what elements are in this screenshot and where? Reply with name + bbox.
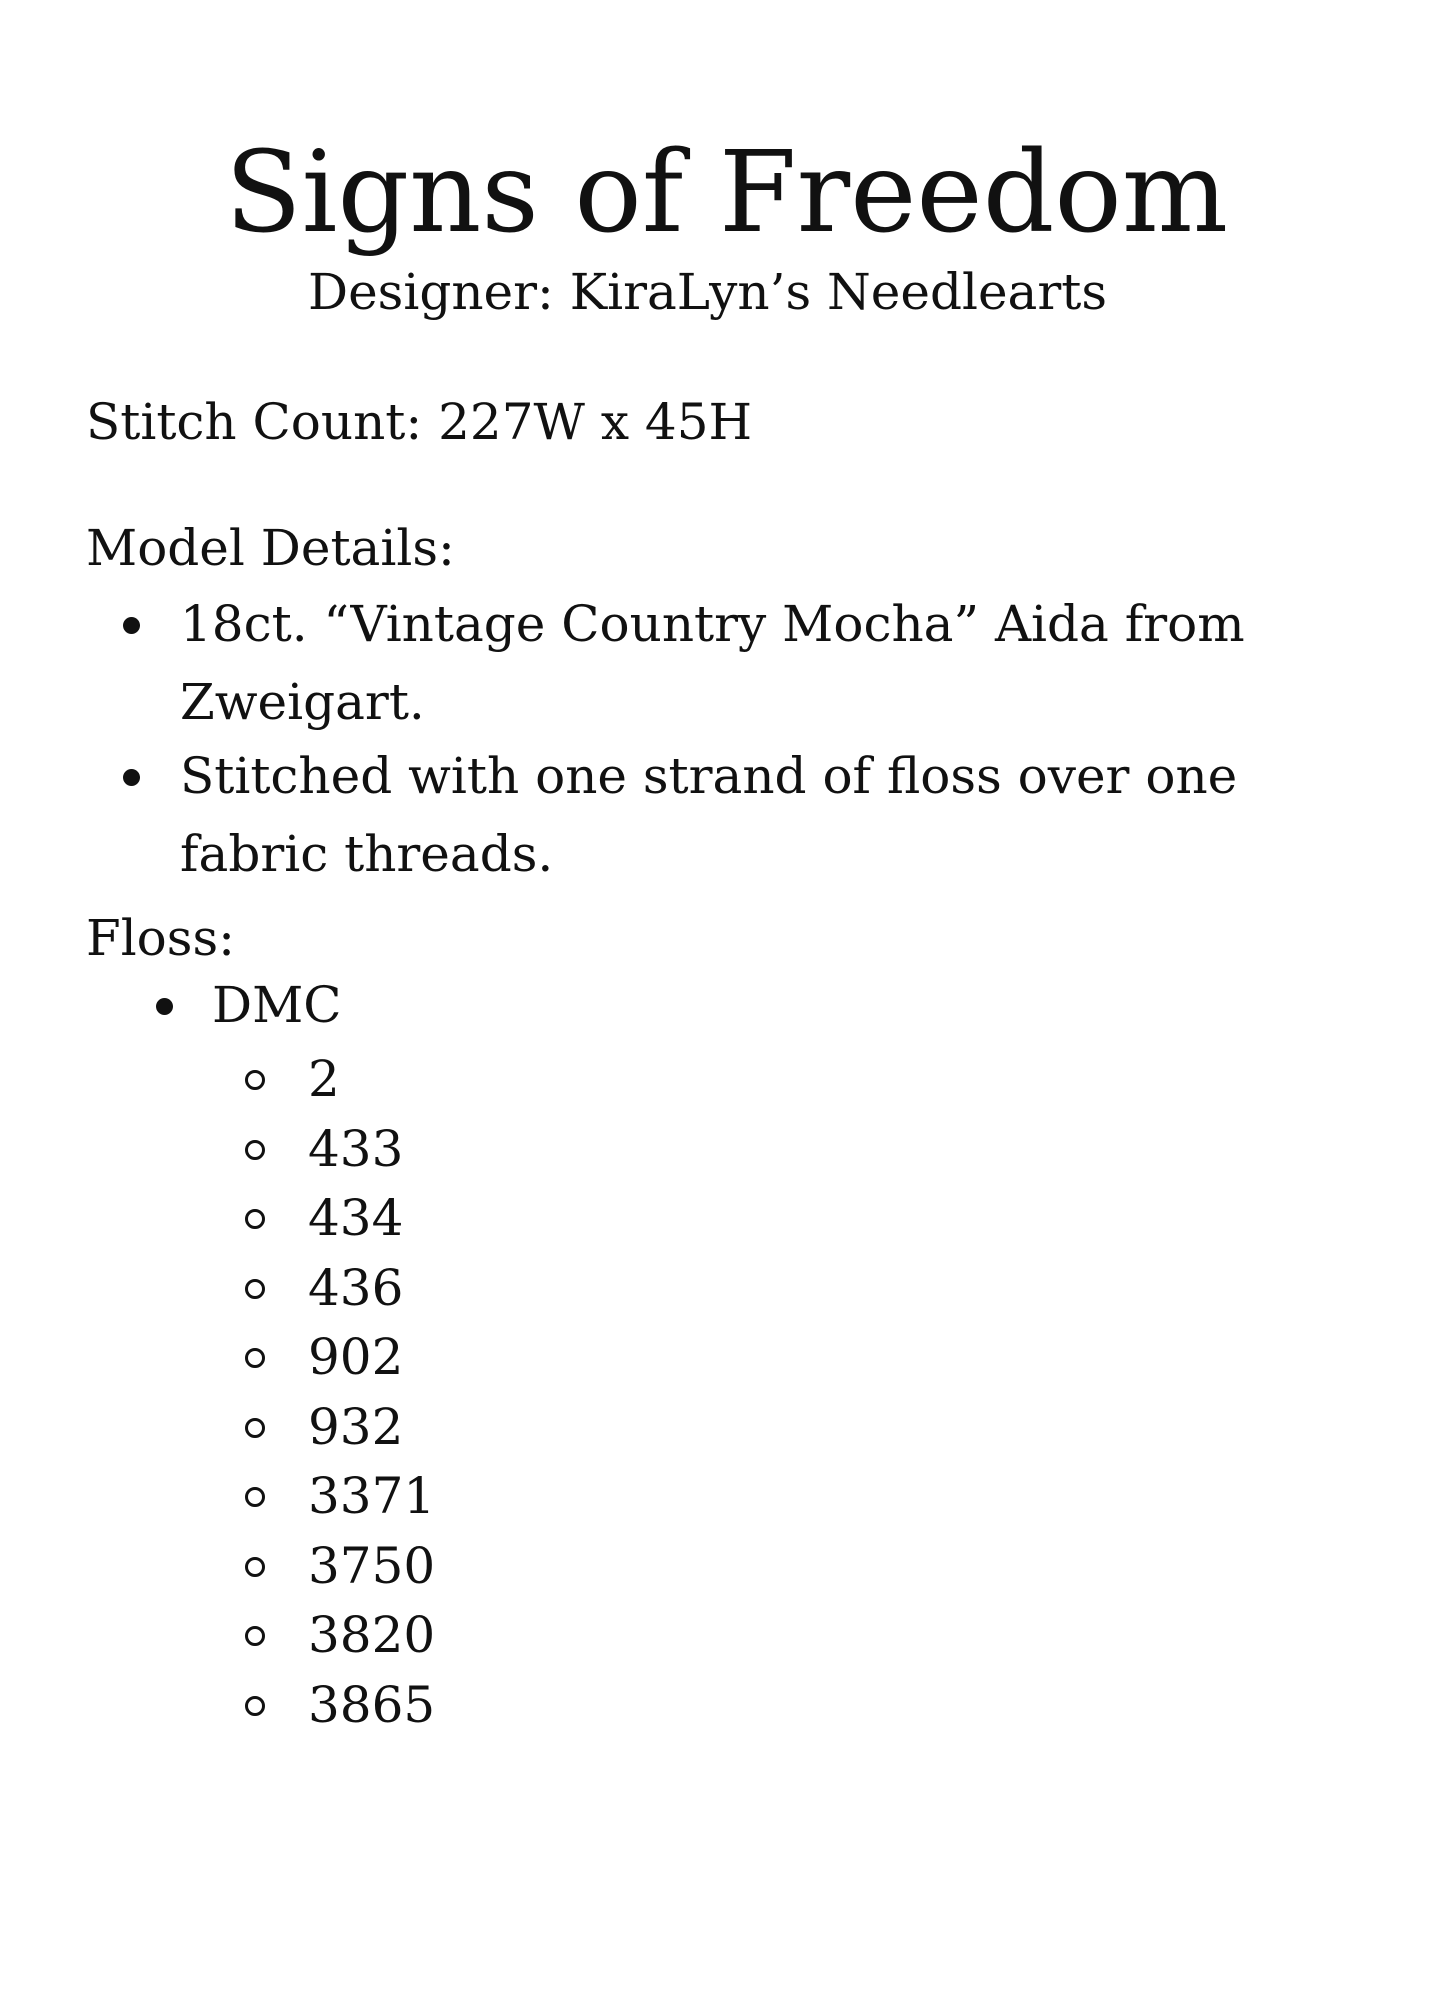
list-item xyxy=(245,1462,435,1532)
floss-color-number: 3865 xyxy=(308,1675,436,1734)
bullet-icon xyxy=(123,769,140,786)
list-item xyxy=(245,1393,435,1463)
bullet-icon xyxy=(123,617,140,634)
circle-bullet-icon xyxy=(245,1279,265,1299)
stitch-count: Stitch Count: 227W x 45H xyxy=(86,393,753,451)
floss-color-number: 434 xyxy=(308,1189,404,1247)
floss-color-number: 2 xyxy=(308,1050,340,1108)
designer-credit: Designer: KiraLyn’s Needlearts xyxy=(307,263,1108,321)
floss-color-number: 902 xyxy=(308,1328,404,1386)
list-item xyxy=(245,1671,435,1741)
circle-bullet-icon xyxy=(245,1209,265,1229)
model-detail-fabric xyxy=(180,585,1360,741)
circle-bullet-icon xyxy=(245,1626,265,1646)
floss-color-number: 433 xyxy=(308,1119,404,1178)
floss-heading: Floss: xyxy=(86,909,235,967)
circle-bullet-icon xyxy=(245,1140,265,1160)
list-item xyxy=(245,1532,435,1602)
circle-bullet-icon xyxy=(245,1487,265,1507)
list-item xyxy=(245,1184,435,1254)
circle-bullet-icon xyxy=(245,1696,265,1716)
list-item xyxy=(245,1601,435,1671)
model-detail-text: Stitched with one strand of floss over one fabric threads. xyxy=(180,747,1238,883)
circle-bullet-icon xyxy=(245,1348,265,1368)
circle-bullet-icon xyxy=(245,1070,265,1090)
floss-color-list xyxy=(245,1045,435,1740)
model-detail-stitching xyxy=(180,737,1360,893)
floss-color-number: 932 xyxy=(308,1397,404,1456)
circle-bullet-icon xyxy=(245,1557,265,1577)
circle-bullet-icon xyxy=(245,1418,265,1438)
bullet-icon xyxy=(156,998,173,1015)
floss-color-number: 3820 xyxy=(308,1606,436,1664)
list-item xyxy=(245,1254,435,1324)
floss-brand-item xyxy=(212,970,342,1040)
page-title: Signs of Freedom xyxy=(224,128,1229,258)
list-item xyxy=(245,1115,435,1185)
floss-color-number: 3750 xyxy=(308,1536,436,1595)
floss-color-number: 436 xyxy=(308,1258,404,1317)
model-details-heading: Model Details: xyxy=(86,519,455,577)
floss-brand-label: DMC xyxy=(212,976,342,1034)
floss-color-number: 3371 xyxy=(308,1467,436,1525)
model-detail-text: 18ct. “Vintage Country Mocha” Aida from Zweigart. xyxy=(180,595,1245,731)
list-item xyxy=(245,1323,435,1393)
list-item xyxy=(245,1045,435,1115)
